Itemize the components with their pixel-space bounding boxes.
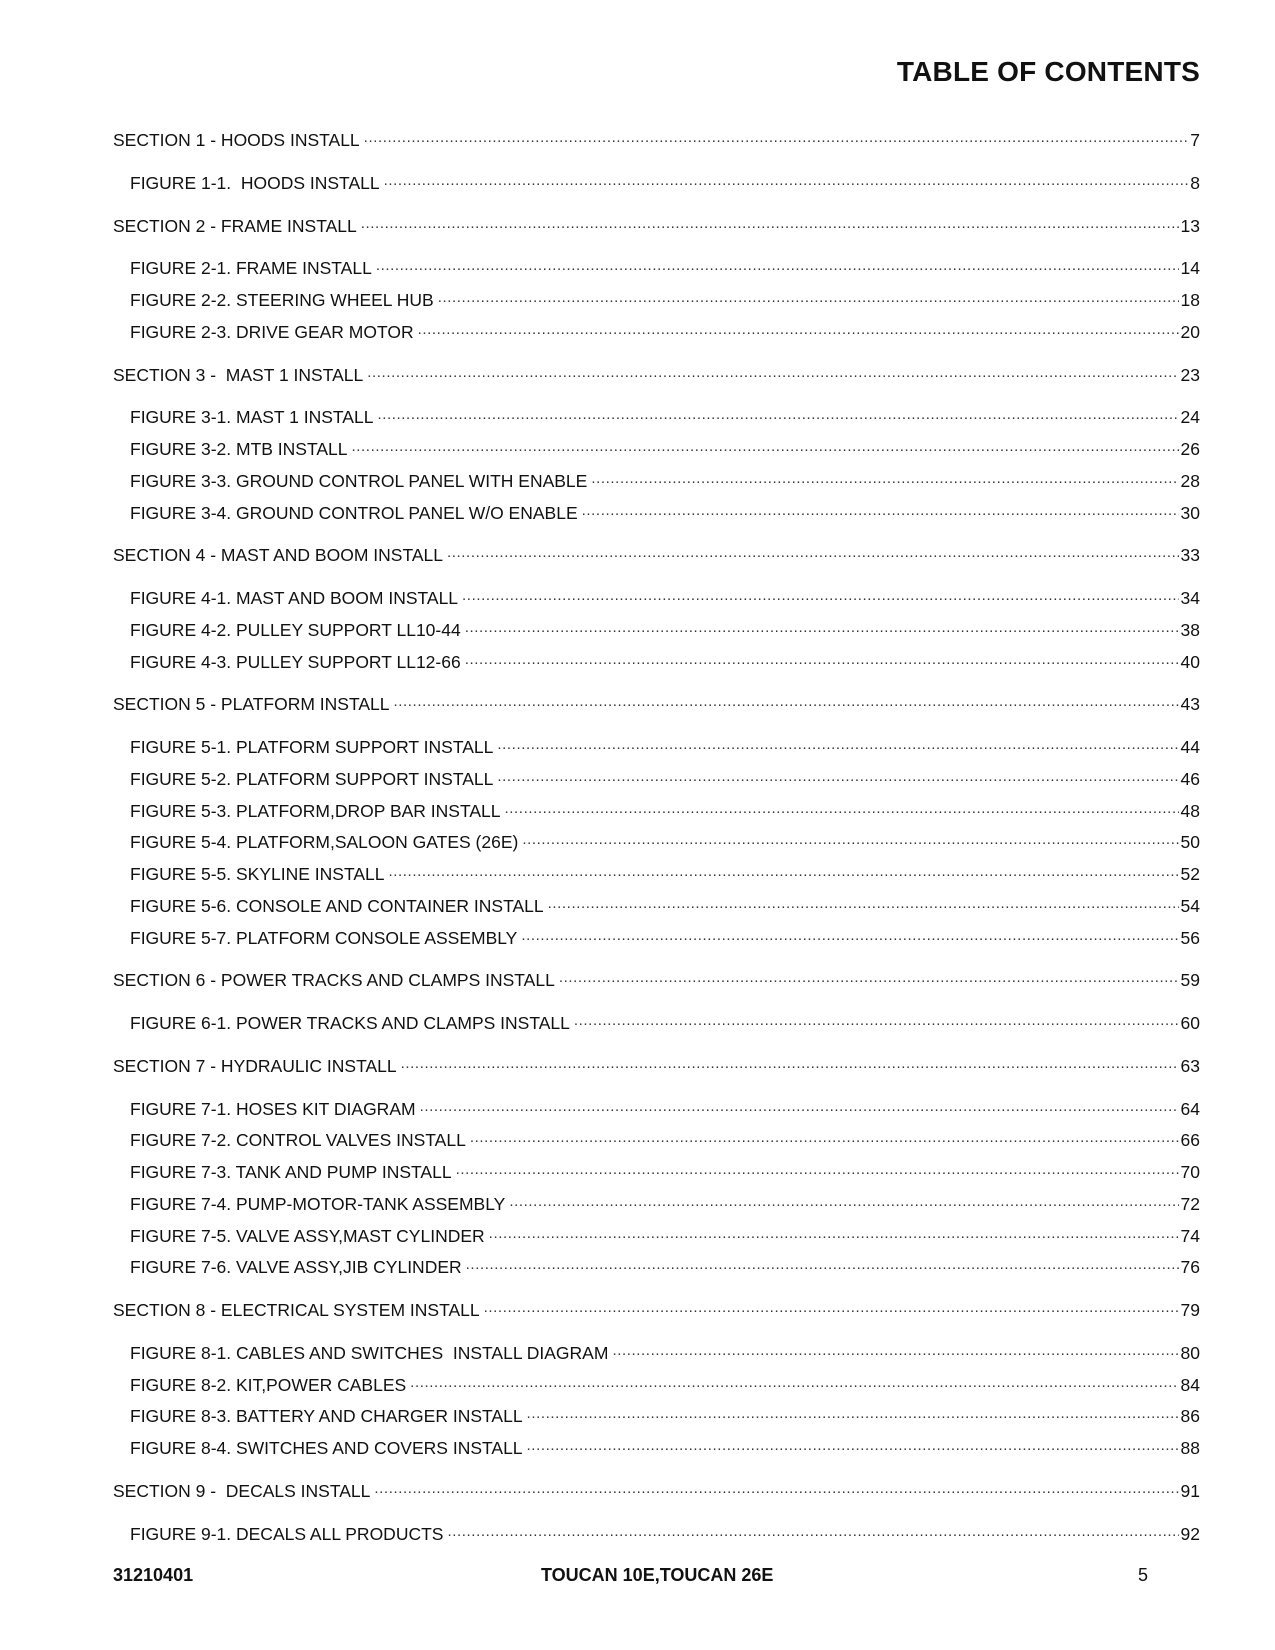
toc-entry-page: 26: [1180, 439, 1200, 459]
dot-leader: [591, 467, 1178, 487]
toc-section-entry[interactable]: [113, 541, 1200, 573]
toc-entry-label: FIGURE 4-1. MAST AND BOOM INSTALL: [130, 588, 459, 608]
toc-entry-page: 23: [1180, 364, 1200, 385]
toc-figure-entry[interactable]: [113, 797, 1200, 829]
dot-leader: [521, 924, 1178, 944]
dot-leader: [456, 1158, 1179, 1178]
toc-entry-label: FIGURE 5-6. CONSOLE AND CONTAINER INSTALL: [130, 895, 544, 916]
toc-entry-label: FIGURE 2-1. FRAME INSTALL: [130, 258, 372, 279]
toc-entry-label: FIGURE 8-1. CABLES AND SWITCHES INSTALL DIAGRAM: [130, 1342, 609, 1363]
toc-entry-label: SECTION 3 - MAST 1 INSTALL: [113, 364, 364, 385]
toc-figure-entry[interactable]: [113, 860, 1200, 892]
toc-entry-label: FIGURE 8-3. BATTERY AND CHARGER INSTALL: [130, 1406, 523, 1427]
toc-entry-label: FIGURE 5-2. PLATFORM SUPPORT INSTALL: [130, 768, 494, 789]
toc-entry-label: FIGURE 7-4. PUMP-MOTOR-TANK ASSEMBLY: [130, 1193, 506, 1214]
toc-entry-page: 56: [1180, 927, 1200, 948]
toc-entry-page: 88: [1180, 1438, 1200, 1458]
toc-entry-page: 74: [1180, 1225, 1200, 1246]
toc-entry-page: 40: [1180, 651, 1200, 672]
dot-leader: [367, 361, 1178, 381]
dot-leader: [509, 1190, 1178, 1210]
toc-entry-label: FIGURE 4-2. PULLEY SUPPORT LL10-44: [130, 619, 461, 640]
dot-leader: [466, 1253, 1179, 1273]
dot-leader: [574, 1009, 1179, 1029]
toc-figure-entry[interactable]: [113, 1222, 1200, 1254]
toc-entry-page: 86: [1180, 1406, 1200, 1427]
toc-section-entry[interactable]: [113, 212, 1200, 244]
dot-leader: [522, 828, 1178, 848]
toc-entry-page: 48: [1180, 800, 1200, 821]
dot-leader: [497, 765, 1178, 785]
dot-leader: [527, 1402, 1179, 1422]
toc-entry-page: 7: [1190, 130, 1200, 150]
toc-entry-page: 50: [1180, 832, 1200, 853]
dot-leader: [364, 126, 1188, 146]
toc-entry-label: SECTION 9 - DECALS INSTALL: [113, 1480, 371, 1501]
toc-entry-page: 24: [1180, 407, 1200, 428]
toc-section-entry[interactable]: [113, 690, 1200, 722]
footer-doc-number: 31210401: [113, 1565, 194, 1585]
dot-leader: [462, 584, 1179, 604]
toc-figure-entry[interactable]: [113, 1190, 1200, 1222]
toc-entry-page: 92: [1180, 1523, 1200, 1544]
toc-entry-label: FIGURE 3-3. GROUND CONTROL PANEL WITH ENABLE: [130, 470, 588, 491]
toc-entry-page: 70: [1180, 1162, 1200, 1182]
toc-entry-label: FIGURE 7-3. TANK AND PUMP INSTALL: [130, 1162, 452, 1182]
toc-figure-entry[interactable]: [113, 828, 1200, 860]
toc-figure-entry[interactable]: [113, 1339, 1200, 1371]
toc-entry-page: 84: [1180, 1374, 1200, 1395]
toc-figure-entry[interactable]: [113, 1126, 1200, 1158]
toc-figure-entry[interactable]: [113, 286, 1200, 318]
toc-section-entry[interactable]: [113, 361, 1200, 393]
toc-entry-page: 72: [1180, 1193, 1200, 1214]
toc-figure-entry[interactable]: [113, 1520, 1200, 1552]
toc-entry-page: 59: [1180, 970, 1200, 991]
toc-entry-label: FIGURE 7-1. HOSES KIT DIAGRAM: [130, 1098, 416, 1119]
toc-entry-page: 52: [1180, 864, 1200, 884]
dot-leader: [376, 254, 1179, 274]
toc-entry-label: FIGURE 7-2. CONTROL VALVES INSTALL: [130, 1130, 466, 1151]
dot-leader: [505, 797, 1179, 817]
toc-entry-label: FIGURE 4-3. PULLEY SUPPORT LL12-66: [130, 651, 461, 672]
dot-leader: [527, 1434, 1179, 1454]
toc-figure-entry[interactable]: [113, 1009, 1200, 1041]
dot-leader: [497, 733, 1178, 753]
toc-entry-page: 33: [1180, 545, 1200, 566]
dot-leader: [465, 616, 1179, 636]
toc-entry-label: FIGURE 7-5. VALVE ASSY,MAST CYLINDER: [130, 1225, 485, 1246]
toc-entry-label: FIGURE 2-3. DRIVE GEAR MOTOR: [130, 321, 414, 342]
toc-entry-page: 20: [1180, 321, 1200, 342]
dot-leader: [484, 1296, 1179, 1316]
toc-entry-label: FIGURE 5-3. PLATFORM,DROP BAR INSTALL: [130, 800, 501, 821]
toc-entry-label: FIGURE 9-1. DECALS ALL PRODUCTS: [130, 1523, 444, 1544]
page-footer: [113, 1565, 1148, 1595]
toc-entry-label: FIGURE 3-4. GROUND CONTROL PANEL W/O ENABLE: [130, 502, 578, 523]
toc-entry-page: 13: [1180, 215, 1200, 236]
dot-leader: [374, 1477, 1178, 1497]
toc-section-entry[interactable]: [113, 1477, 1200, 1509]
dot-leader: [418, 318, 1179, 338]
toc-entry-page: 43: [1180, 694, 1200, 715]
toc-section-entry[interactable]: [113, 1052, 1200, 1084]
dot-leader: [447, 541, 1179, 561]
dot-leader: [447, 1520, 1178, 1540]
toc-section-entry[interactable]: [113, 126, 1200, 158]
toc-entry-page: 14: [1180, 258, 1200, 279]
toc-entry-page: 38: [1180, 619, 1200, 640]
dot-leader: [470, 1126, 1179, 1146]
toc-entry-label: FIGURE 2-2. STEERING WHEEL HUB: [130, 290, 434, 310]
toc-entry-label: FIGURE 6-1. POWER TRACKS AND CLAMPS INSTALL: [130, 1013, 570, 1033]
toc-entry-page: 60: [1180, 1013, 1200, 1033]
table-of-contents: [113, 126, 1200, 1551]
toc-figure-entry[interactable]: [113, 1371, 1200, 1403]
toc-figure-entry[interactable]: [113, 892, 1200, 924]
toc-figure-entry[interactable]: [113, 1434, 1200, 1466]
toc-entry-label: SECTION 1 - HOODS INSTALL: [113, 130, 360, 150]
toc-entry-page: 28: [1180, 470, 1200, 491]
toc-figure-entry[interactable]: [113, 499, 1200, 531]
toc-figure-entry[interactable]: [113, 616, 1200, 648]
toc-entry-page: 76: [1180, 1257, 1200, 1278]
toc-figure-entry[interactable]: [113, 924, 1200, 956]
dot-leader: [612, 1339, 1178, 1359]
toc-entry-label: SECTION 4 - MAST AND BOOM INSTALL: [113, 545, 443, 566]
toc-entry-label: FIGURE 3-1. MAST 1 INSTALL: [130, 407, 374, 428]
dot-leader: [401, 1052, 1179, 1072]
toc-entry-page: 79: [1180, 1300, 1200, 1320]
toc-entry-label: FIGURE 7-6. VALVE ASSY,JIB CYLINDER: [130, 1257, 462, 1278]
toc-figure-entry[interactable]: [113, 765, 1200, 797]
toc-figure-entry[interactable]: [113, 733, 1200, 765]
toc-entry-label: SECTION 6 - POWER TRACKS AND CLAMPS INSTALL: [113, 970, 555, 991]
footer-page-number: 5: [1137, 1565, 1148, 1585]
toc-section-entry[interactable]: [113, 966, 1200, 998]
toc-figure-entry[interactable]: [113, 1402, 1200, 1434]
dot-leader: [438, 286, 1179, 306]
page-title: TABLE OF CONTENTS: [896, 56, 1200, 87]
dot-leader: [559, 966, 1179, 986]
toc-entry-page: 63: [1180, 1055, 1200, 1076]
toc-entry-label: FIGURE 1-1. HOODS INSTALL: [130, 172, 380, 193]
toc-figure-entry[interactable]: [113, 1095, 1200, 1127]
toc-figure-entry[interactable]: [113, 403, 1200, 435]
toc-figure-entry[interactable]: [113, 648, 1200, 680]
toc-figure-entry[interactable]: [113, 169, 1200, 201]
toc-figure-entry[interactable]: [113, 254, 1200, 286]
toc-entry-label: FIGURE 5-4. PLATFORM,SALOON GATES (26E): [130, 832, 519, 853]
dot-leader: [361, 212, 1179, 232]
dot-leader: [582, 499, 1179, 519]
dot-leader: [420, 1095, 1179, 1115]
toc-figure-entry[interactable]: [113, 318, 1200, 350]
toc-entry-label: SECTION 2 - FRAME INSTALL: [113, 215, 357, 236]
toc-entry-page: 46: [1180, 768, 1200, 789]
dot-leader: [352, 435, 1179, 455]
toc-entry-page: 54: [1180, 895, 1200, 916]
toc-section-entry[interactable]: [113, 1296, 1200, 1328]
toc-entry-page: 30: [1180, 502, 1200, 523]
toc-figure-entry[interactable]: [113, 1158, 1200, 1190]
toc-figure-entry[interactable]: [113, 467, 1200, 499]
toc-entry-page: 18: [1180, 290, 1200, 310]
toc-entry-label: FIGURE 5-1. PLATFORM SUPPORT INSTALL: [130, 737, 494, 757]
toc-entry-label: FIGURE 5-7. PLATFORM CONSOLE ASSEMBLY: [130, 927, 518, 948]
dot-leader: [393, 690, 1178, 710]
toc-figure-entry[interactable]: [113, 1253, 1200, 1285]
toc-entry-label: SECTION 5 - PLATFORM INSTALL: [113, 694, 390, 715]
dot-leader: [465, 648, 1179, 668]
toc-entry-label: SECTION 8 - ELECTRICAL SYSTEM INSTALL: [113, 1300, 480, 1320]
toc-entry-label: FIGURE 8-4. SWITCHES AND COVERS INSTALL: [130, 1438, 523, 1458]
toc-entry-label: FIGURE 5-5. SKYLINE INSTALL: [130, 864, 385, 884]
toc-entry-page: 80: [1180, 1342, 1200, 1363]
toc-figure-entry[interactable]: [113, 584, 1200, 616]
toc-entry-label: FIGURE 3-2. MTB INSTALL: [130, 439, 348, 459]
dot-leader: [548, 892, 1179, 912]
dot-leader: [489, 1222, 1179, 1242]
footer-model: TOUCAN 10E,TOUCAN 26E: [541, 1565, 774, 1585]
dot-leader: [388, 860, 1178, 880]
toc-entry-page: 34: [1180, 588, 1200, 608]
dot-leader: [377, 403, 1178, 423]
toc-entry-label: FIGURE 8-2. KIT,POWER CABLES: [130, 1374, 407, 1395]
toc-entry-page: 91: [1180, 1480, 1200, 1501]
dot-leader: [384, 169, 1188, 189]
toc-entry-page: 44: [1180, 737, 1200, 757]
toc-entry-page: 8: [1190, 172, 1200, 193]
dot-leader: [410, 1371, 1178, 1391]
toc-entry-page: 66: [1180, 1130, 1200, 1151]
toc-entry-label: SECTION 7 - HYDRAULIC INSTALL: [113, 1055, 397, 1076]
toc-figure-entry[interactable]: [113, 435, 1200, 467]
toc-entry-page: 64: [1180, 1098, 1200, 1119]
